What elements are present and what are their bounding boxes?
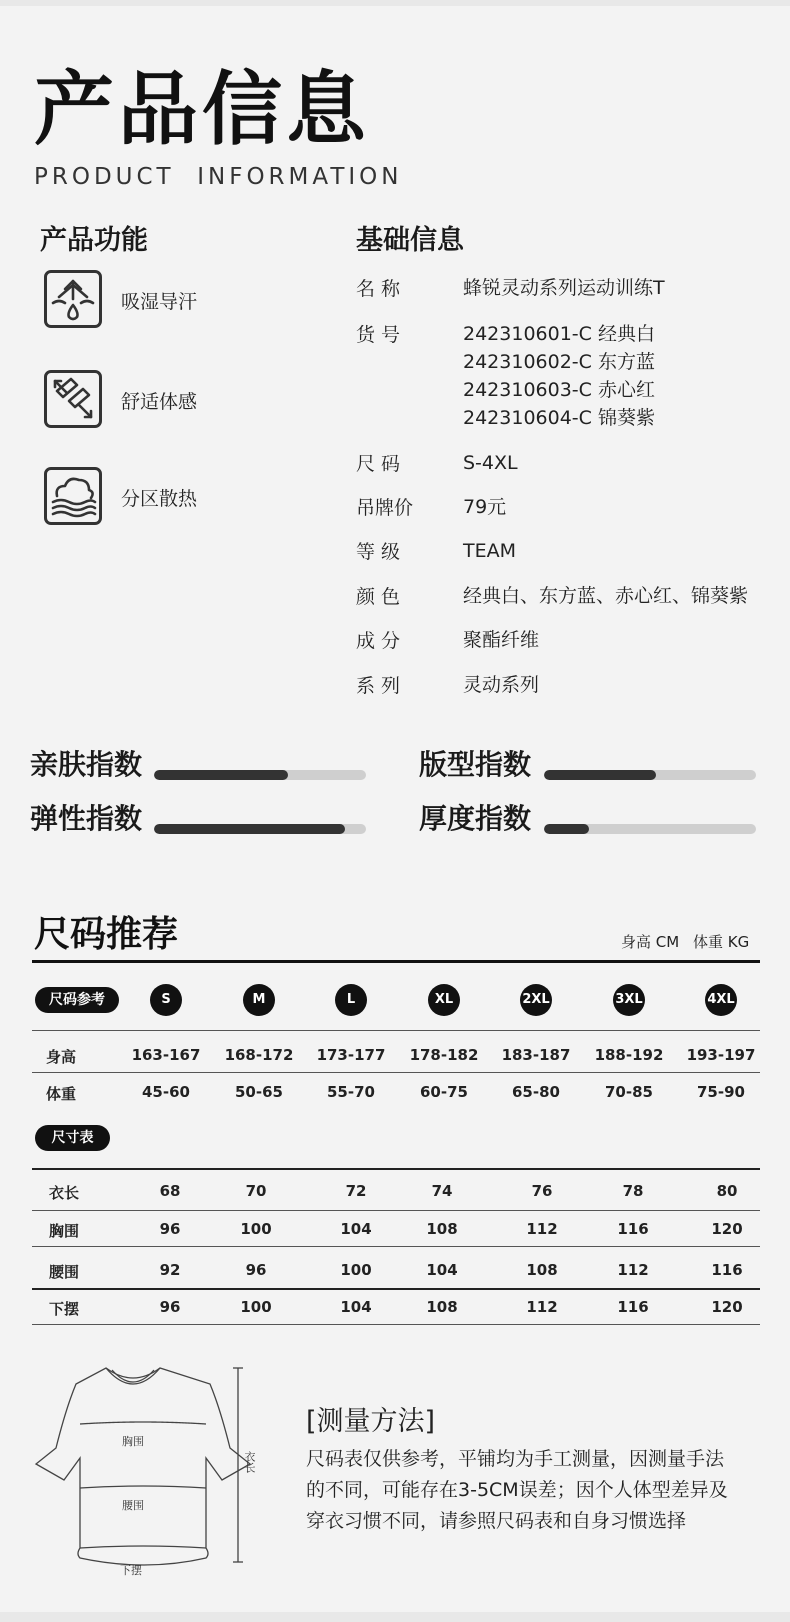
size-circle: S	[150, 984, 182, 1016]
diagram-label-chest: 胸围	[122, 1435, 144, 1448]
row-label: 衣长	[49, 1184, 80, 1202]
table-cell: 65-80	[512, 1083, 560, 1101]
comfort-fabric-icon	[44, 370, 102, 428]
tshirt-diagram	[30, 1358, 260, 1588]
row-label: 腰围	[49, 1263, 80, 1281]
heat-dissipation-icon	[44, 467, 102, 525]
table-cell: 183-187	[501, 1046, 571, 1064]
info-key: 颜 色	[356, 586, 401, 608]
info-value: 242310601-C 经典白	[463, 323, 655, 345]
table-cell: 76	[531, 1182, 553, 1200]
divider	[32, 1030, 760, 1031]
index-label: 亲肤指数	[30, 748, 143, 781]
table-cell: 112	[526, 1220, 558, 1238]
index-label: 厚度指数	[419, 802, 532, 835]
table-cell: 108	[426, 1220, 458, 1238]
divider	[32, 960, 760, 963]
size-heading: 尺码推荐	[34, 914, 179, 955]
feature-label: 分区散热	[121, 488, 198, 510]
index-label: 弹性指数	[30, 802, 143, 835]
measure-heading: [测量方法]	[306, 1406, 436, 1437]
table-cell: 120	[711, 1220, 743, 1238]
table-cell: 116	[617, 1220, 649, 1238]
diagram-label-waist: 腰围	[122, 1499, 144, 1512]
row-label: 下摆	[49, 1300, 80, 1318]
index-bar-fill	[154, 824, 345, 834]
unit-height: 身高 CM	[621, 933, 680, 951]
table-cell: 68	[159, 1182, 181, 1200]
info-value: 242310602-C 东方蓝	[463, 351, 655, 373]
info-key: 名 称	[356, 278, 401, 300]
measure-line: 穿衣习惯不同，请参照尺码表和自身习惯选择	[306, 1510, 687, 1532]
table-cell: 72	[345, 1182, 367, 1200]
table-cell: 70-85	[605, 1083, 653, 1101]
table-cell: 100	[340, 1261, 372, 1279]
size-circle: 3XL	[613, 984, 645, 1016]
index-bar	[544, 770, 756, 780]
size-ref-label: 尺码参考	[35, 987, 119, 1013]
table-cell: 80	[716, 1182, 738, 1200]
table-cell: 163-167	[131, 1046, 201, 1064]
index-bar-fill	[154, 770, 288, 780]
divider	[32, 1168, 760, 1170]
table-cell: 104	[340, 1298, 372, 1316]
divider	[32, 1288, 760, 1290]
divider	[32, 1072, 760, 1073]
table-cell: 108	[526, 1261, 558, 1279]
table-cell: 100	[240, 1220, 272, 1238]
info-value: 灵动系列	[463, 674, 540, 696]
table-cell: 120	[711, 1298, 743, 1316]
basic-info-heading: 基础信息	[356, 225, 464, 256]
table-cell: 104	[340, 1220, 372, 1238]
row-label: 身高	[46, 1048, 77, 1066]
info-key: 吊牌价	[356, 497, 414, 519]
size-circle: 2XL	[520, 984, 552, 1016]
index-bar	[154, 770, 366, 780]
size-circle: 4XL	[705, 984, 737, 1016]
index-bar-fill	[544, 770, 656, 780]
page-subtitle: PRODUCT INFORMATION	[34, 164, 403, 190]
measure-line: 尺码表仅供参考，平铺均为手工测量，因测量手法	[306, 1448, 725, 1470]
table-cell: 104	[426, 1261, 458, 1279]
info-value: 242310604-C 锦葵紫	[463, 407, 655, 429]
page-title: 产品信息	[34, 63, 370, 156]
size-circle: M	[243, 984, 275, 1016]
info-value: S-4XL	[463, 452, 518, 474]
info-key: 系 列	[356, 675, 401, 697]
index-bar	[154, 824, 366, 834]
feature-item	[44, 270, 304, 330]
table-cell: 100	[240, 1298, 272, 1316]
table-cell: 173-177	[316, 1046, 386, 1064]
size-table-label: 尺寸表	[35, 1125, 110, 1151]
moisture-wicking-icon	[44, 270, 102, 328]
size-circle: XL	[428, 984, 460, 1016]
table-cell: 92	[159, 1261, 181, 1279]
product-info-page	[0, 6, 790, 1612]
unit-weight: 体重 KG	[693, 933, 750, 951]
table-cell: 193-197	[686, 1046, 756, 1064]
feature-label: 吸湿导汗	[121, 291, 198, 313]
info-value: 242310603-C 赤心红	[463, 379, 655, 401]
feature-item	[44, 370, 304, 430]
diagram-label-length: 衣长	[243, 1451, 256, 1473]
table-cell: 96	[159, 1220, 181, 1238]
table-cell: 112	[617, 1261, 649, 1279]
measure-text	[306, 1444, 761, 1537]
table-cell: 108	[426, 1298, 458, 1316]
divider	[32, 1246, 760, 1247]
table-cell: 188-192	[594, 1046, 664, 1064]
divider	[32, 1210, 760, 1211]
table-cell: 96	[245, 1261, 267, 1279]
table-cell: 116	[617, 1298, 649, 1316]
info-key: 等 级	[356, 541, 401, 563]
info-key: 尺 码	[356, 453, 401, 475]
table-cell: 116	[711, 1261, 743, 1279]
table-cell: 75-90	[697, 1083, 745, 1101]
index-bar-fill	[544, 824, 589, 834]
table-cell: 74	[431, 1182, 453, 1200]
info-value: 蜂锐灵动系列运动训练T	[463, 277, 665, 299]
row-label: 胸围	[49, 1222, 80, 1240]
table-cell: 50-65	[235, 1083, 283, 1101]
index-label: 版型指数	[419, 748, 532, 781]
diagram-label-hem: 下摆	[120, 1564, 142, 1577]
info-key: 成 分	[356, 630, 401, 652]
table-cell: 178-182	[409, 1046, 479, 1064]
table-cell: 168-172	[224, 1046, 294, 1064]
table-cell: 55-70	[327, 1083, 375, 1101]
measure-line: 的不同，可能存在3-5CM误差；因个人体型差异及	[306, 1479, 728, 1501]
info-value: 经典白、东方蓝、赤心红、锦葵紫	[463, 585, 749, 607]
table-cell: 70	[245, 1182, 267, 1200]
table-cell: 78	[622, 1182, 644, 1200]
index-bar	[544, 824, 756, 834]
divider	[32, 1324, 760, 1325]
info-key: 货 号	[356, 324, 401, 346]
row-label: 体重	[46, 1085, 77, 1103]
feature-label: 舒适体感	[121, 391, 198, 413]
feature-item	[44, 467, 304, 527]
table-cell: 60-75	[420, 1083, 468, 1101]
info-value: TEAM	[463, 540, 517, 562]
features-heading: 产品功能	[40, 225, 148, 256]
table-cell: 45-60	[142, 1083, 190, 1101]
table-cell: 112	[526, 1298, 558, 1316]
table-cell: 96	[159, 1298, 181, 1316]
size-circle: L	[335, 984, 367, 1016]
info-value: 聚酯纤维	[463, 629, 540, 651]
info-value: 79元	[463, 496, 507, 518]
